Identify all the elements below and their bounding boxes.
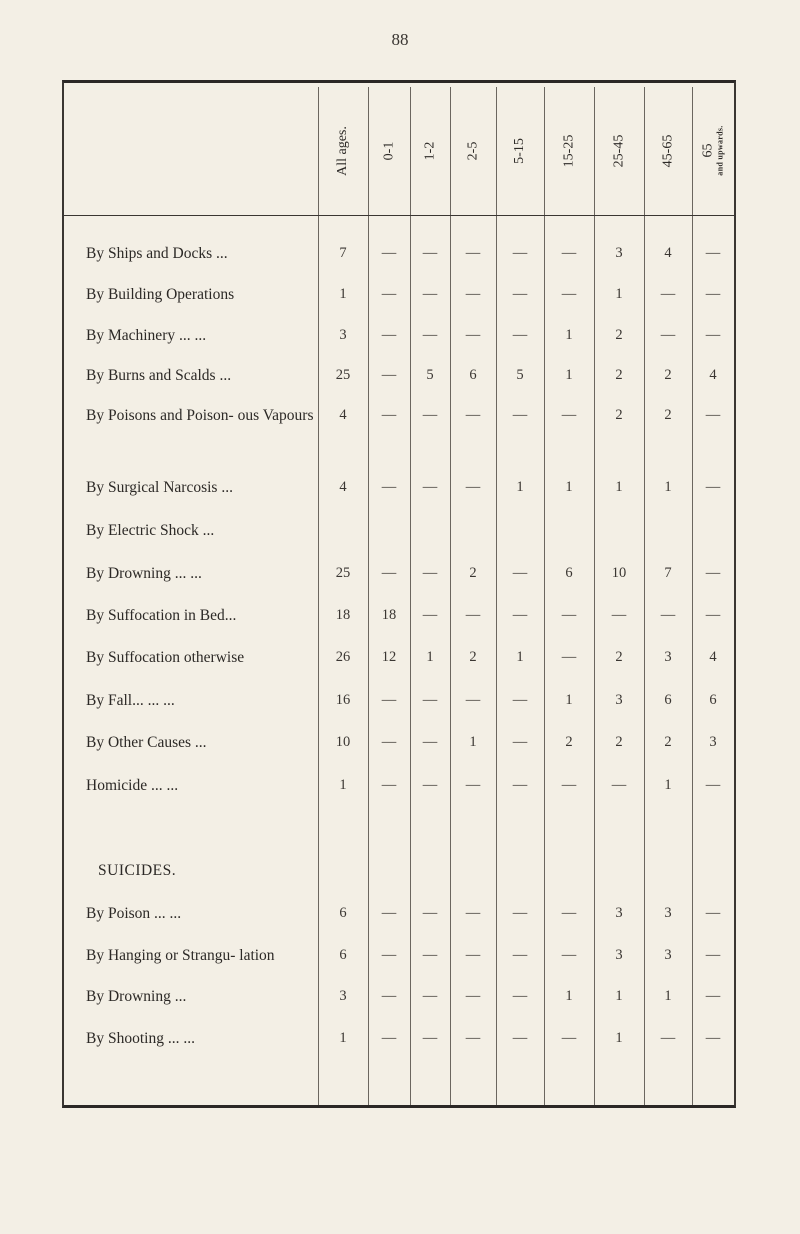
table-cell: 1	[516, 649, 524, 665]
table-row	[64, 988, 734, 1028]
table-cell: 1	[615, 1030, 623, 1046]
table-cell: —	[705, 407, 721, 423]
table-row	[64, 734, 734, 774]
table-cell: —	[381, 286, 397, 302]
table-cell: 1	[469, 734, 477, 750]
table-cell: —	[561, 649, 577, 665]
table-cell: 5	[516, 367, 524, 383]
table-cell: —	[422, 692, 438, 708]
table-cell: —	[512, 607, 528, 623]
table-row	[64, 367, 734, 407]
table-cell: —	[465, 407, 481, 423]
header-all-ages	[318, 89, 368, 213]
table-cell: —	[512, 777, 528, 793]
table-cell: 1	[615, 988, 623, 1004]
row-label: By Drowning ...	[86, 988, 187, 1005]
table-cell: 16	[335, 692, 351, 708]
table-cell: —	[381, 245, 397, 261]
table-row	[64, 947, 734, 987]
table-cell: —	[381, 692, 397, 708]
table-cell: 7	[339, 245, 347, 261]
header-label: 45-65	[659, 134, 675, 168]
table-cell: —	[512, 327, 528, 343]
table-cell: —	[381, 479, 397, 495]
header-label: 65	[700, 144, 716, 158]
table-cell: —	[381, 327, 397, 343]
table-cell: 3	[664, 905, 672, 921]
table-cell: —	[422, 1030, 438, 1046]
table-cell: —	[422, 777, 438, 793]
table-cell: —	[561, 407, 577, 423]
table-cell: —	[611, 777, 627, 793]
row-label: By Fall... ... ...	[86, 692, 175, 709]
table-cell: —	[465, 286, 481, 302]
table-cell: 1	[615, 479, 623, 495]
table-cell: —	[660, 327, 676, 343]
table-cell: —	[512, 692, 528, 708]
table-row	[64, 905, 734, 945]
table-cell: —	[422, 286, 438, 302]
table-cell: 18	[381, 607, 397, 623]
table-cell: 6	[664, 692, 672, 708]
row-label: Homicide ... ...	[86, 777, 179, 794]
header-age-65-upwards	[692, 89, 734, 213]
row-label: By Machinery ... ...	[86, 327, 207, 344]
table-cell: —	[512, 905, 528, 921]
table-cell: —	[660, 1030, 676, 1046]
table-row	[64, 692, 734, 732]
table-cell: 25	[335, 565, 351, 581]
table-cell: —	[465, 327, 481, 343]
table-cell: —	[660, 607, 676, 623]
table-cell: —	[512, 988, 528, 1004]
table-cell: —	[465, 692, 481, 708]
header-label: All ages.	[334, 126, 350, 176]
header-age-2-5	[450, 89, 496, 213]
row-label: By Other Causes ...	[86, 734, 207, 751]
table-cell: —	[512, 734, 528, 750]
table-cell: —	[465, 988, 481, 1004]
table-cell: 2	[615, 407, 623, 423]
header-label: 25-45	[610, 134, 626, 168]
table-row	[64, 327, 734, 367]
table-cell: —	[422, 479, 438, 495]
table-cell: 3	[339, 988, 347, 1004]
table-cell: 4	[339, 407, 347, 423]
table-cell: 1	[565, 367, 573, 383]
row-label: By Poisons and Poison- ous Vapours	[86, 407, 314, 424]
table-cell: —	[422, 734, 438, 750]
table-cell: 7	[664, 565, 672, 581]
table-cell: —	[561, 245, 577, 261]
table-cell: —	[422, 607, 438, 623]
header-age-0-1	[368, 89, 410, 213]
table-cell: —	[512, 947, 528, 963]
header-label: 5-15	[511, 138, 527, 164]
table-cell: —	[465, 479, 481, 495]
table-cell: 1	[664, 479, 672, 495]
table-cell: 2	[664, 407, 672, 423]
header-label: 0-1	[380, 141, 396, 161]
row-label: By Electric Shock ...	[86, 522, 215, 539]
table-cell: —	[422, 245, 438, 261]
row-label: By Ships and Docks ...	[86, 245, 228, 262]
table-cell: 2	[615, 327, 623, 343]
table-cell: —	[705, 1030, 721, 1046]
table-cell: —	[660, 286, 676, 302]
header-label: 15-25	[560, 134, 576, 168]
table-cell: 1	[565, 692, 573, 708]
table-row	[64, 777, 734, 817]
table-cell: 1	[565, 988, 573, 1004]
table-cell: —	[381, 947, 397, 963]
row-label: By Burns and Scalds ...	[86, 367, 232, 384]
table-cell: 2	[615, 367, 623, 383]
table-cell: 6	[709, 692, 717, 708]
header-label: 2-5	[464, 141, 480, 161]
row-label: By Surgical Narcosis ...	[86, 479, 233, 496]
table-cell: —	[381, 734, 397, 750]
suicides-heading: SUICIDES.	[98, 862, 177, 879]
table-row	[64, 286, 734, 326]
table-row	[64, 1030, 734, 1070]
table-cell: —	[561, 777, 577, 793]
section-row	[64, 862, 734, 902]
table-cell: 6	[469, 367, 477, 383]
header-age-1-2	[410, 89, 450, 213]
table-cell: 3	[339, 327, 347, 343]
table-cell: 3	[615, 905, 623, 921]
table-cell: 4	[709, 367, 717, 383]
table-cell: —	[422, 988, 438, 1004]
table-cell: 2	[615, 734, 623, 750]
table-cell: —	[381, 407, 397, 423]
row-label: By Poison ... ...	[86, 905, 182, 922]
table-cell: 4	[664, 245, 672, 261]
table-cell: 3	[664, 947, 672, 963]
table-cell: 25	[335, 367, 351, 383]
row-label: By Drowning ... ...	[86, 565, 202, 582]
table-cell: —	[381, 367, 397, 383]
header-age-5-15	[496, 89, 544, 213]
table-cell: 2	[664, 734, 672, 750]
table-cell: 12	[381, 649, 397, 665]
header-rule	[64, 215, 734, 216]
table-cell: —	[561, 905, 577, 921]
table-cell: 1	[426, 649, 434, 665]
table-cell: —	[465, 905, 481, 921]
table-cell: 1	[516, 479, 524, 495]
table-cell: —	[705, 565, 721, 581]
table-cell: 2	[565, 734, 573, 750]
table-cell: —	[422, 947, 438, 963]
table-cell: —	[512, 565, 528, 581]
table-cell: —	[422, 905, 438, 921]
table-row	[64, 245, 734, 285]
row-label: By Suffocation in Bed...	[86, 607, 237, 624]
table-cell: —	[381, 565, 397, 581]
table-cell: 5	[426, 367, 434, 383]
table-cell: —	[512, 1030, 528, 1046]
table-cell: —	[465, 607, 481, 623]
table-cell: —	[465, 245, 481, 261]
header-label-65	[701, 126, 724, 176]
table-row	[64, 565, 734, 605]
table-cell: —	[561, 947, 577, 963]
table-cell: 3	[709, 734, 717, 750]
table-cell: —	[611, 607, 627, 623]
table-cell: —	[381, 905, 397, 921]
header-age-25-45	[594, 89, 644, 213]
table-cell: —	[561, 1030, 577, 1046]
table-cell: —	[381, 777, 397, 793]
table-row	[64, 607, 734, 647]
table-cell: —	[561, 607, 577, 623]
table-cell: 18	[335, 607, 351, 623]
table-cell: —	[705, 905, 721, 921]
row-label: By Suffocation otherwise	[86, 649, 245, 666]
table-cell: 1	[339, 777, 347, 793]
table-cell: —	[381, 1030, 397, 1046]
table-cell: 2	[615, 649, 623, 665]
table-cell: 1	[565, 479, 573, 495]
table-cell: 1	[664, 988, 672, 1004]
table-cell: 6	[565, 565, 573, 581]
row-label: By Hanging or Strangu- lation	[86, 947, 275, 964]
table-cell: 26	[335, 649, 351, 665]
page-number: 88	[391, 30, 409, 49]
table-cell: 3	[615, 245, 623, 261]
table-cell: —	[512, 407, 528, 423]
table-cell: —	[422, 565, 438, 581]
table-cell: —	[705, 777, 721, 793]
table-cell: 6	[339, 905, 347, 921]
table-cell: —	[705, 947, 721, 963]
table-row	[64, 407, 734, 447]
header-sublabel: and upwards.	[715, 125, 725, 177]
table-cell: 3	[615, 692, 623, 708]
table-cell: 10	[335, 734, 351, 750]
table-cell: —	[512, 286, 528, 302]
table-cell: 2	[664, 367, 672, 383]
row-label: By Shooting ... ...	[86, 1030, 195, 1047]
table-cell: 2	[469, 649, 477, 665]
table-cell: 1	[339, 1030, 347, 1046]
table-cell: —	[705, 327, 721, 343]
header-age-15-25	[544, 89, 594, 213]
table-cell: —	[465, 1030, 481, 1046]
header-label: 1-2	[421, 141, 437, 161]
table-cell: —	[705, 286, 721, 302]
header-age-45-65	[644, 89, 692, 213]
table-row	[64, 649, 734, 689]
table-cell: 3	[664, 649, 672, 665]
table-cell: —	[512, 245, 528, 261]
row-label: By Building Operations	[86, 286, 235, 303]
table-cell: —	[381, 988, 397, 1004]
table-cell: 4	[709, 649, 717, 665]
table-cell: 1	[339, 286, 347, 302]
table-cell: —	[705, 479, 721, 495]
table-cell: —	[705, 245, 721, 261]
table-cell: 1	[615, 286, 623, 302]
table-cell: —	[465, 947, 481, 963]
table-cell: 3	[615, 947, 623, 963]
table-cell: —	[561, 286, 577, 302]
table-cell: —	[465, 777, 481, 793]
table-cell: —	[705, 988, 721, 1004]
table-cell: 6	[339, 947, 347, 963]
table-cell: —	[422, 327, 438, 343]
table-cell: 4	[339, 479, 347, 495]
table-cell: —	[705, 607, 721, 623]
table-cell: 2	[469, 565, 477, 581]
table-row	[64, 522, 734, 562]
table-row	[64, 479, 734, 519]
table-cell: 1	[565, 327, 573, 343]
table-cell: 10	[611, 565, 627, 581]
table-cell: —	[422, 407, 438, 423]
mortality-table	[62, 80, 736, 1108]
table-cell: 1	[664, 777, 672, 793]
